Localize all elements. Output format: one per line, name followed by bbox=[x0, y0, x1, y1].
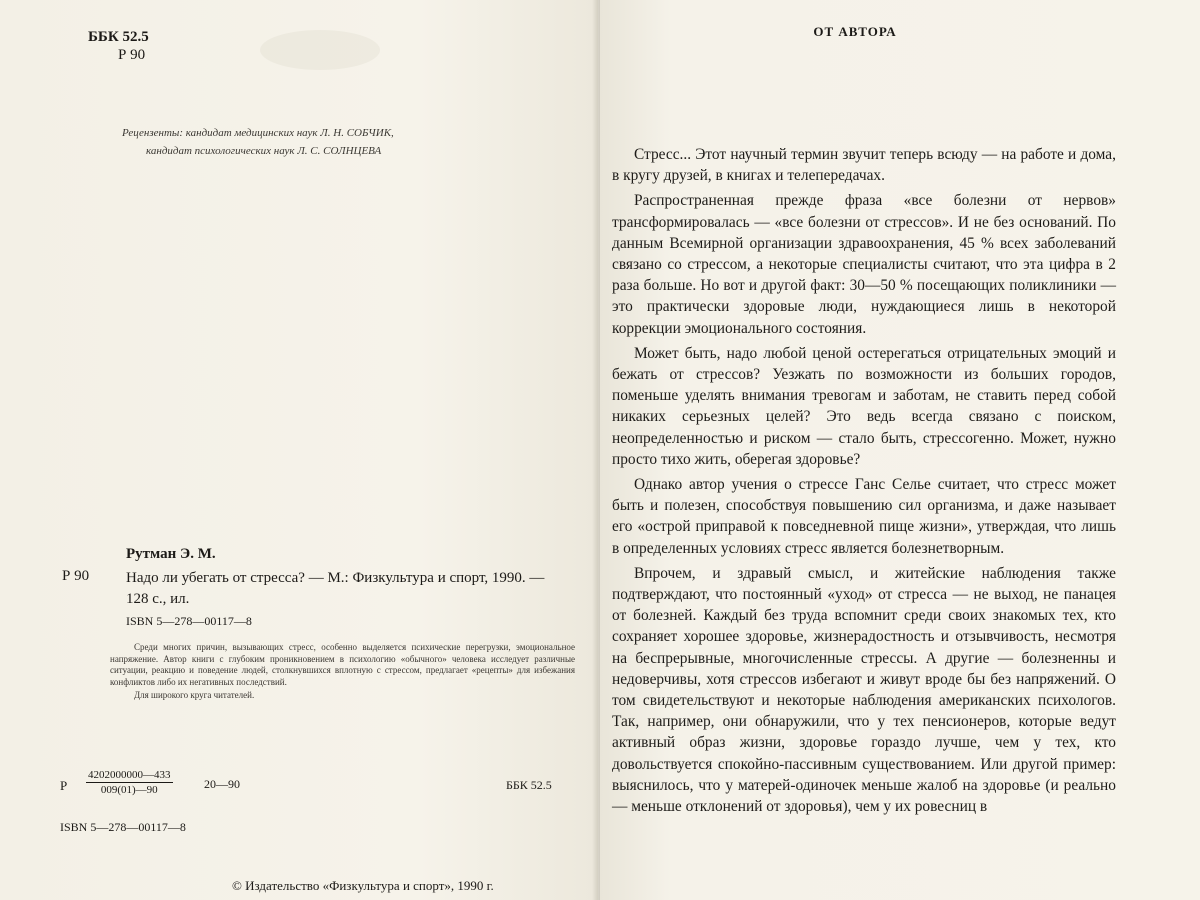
annotation-audience: Для широкого круга читателей. bbox=[134, 690, 255, 701]
annotation-block bbox=[110, 640, 575, 702]
paragraph-2: Распространенная прежде фраза «все болезни от нервов» трансформировалась — «все болезни от стрессов». И не без оснований. По данным Всемирной организации здравоохранения, 45 % всех заболеваний связано со стрессом, а некоторые специалисты считают, что эта цифра в 2 раза больше. Но вот и другой факт: 30—50 % посещающих поликлиники — это практически здоровые люди, нуждающиеся лишь в некоторой коррекции эмоционального состояния. bbox=[612, 192, 1116, 337]
page-heading: ОТ АВТОРА bbox=[813, 24, 897, 39]
bbk-bottom: ББК 52.5 bbox=[506, 778, 552, 792]
classification-fraction bbox=[86, 768, 173, 797]
paragraph-1: Стресс... Этот научный термин звучит теперь всюду — на работе и дома, в кругу друзей, в книгах и телепередачах. bbox=[612, 146, 1116, 185]
reviewers-line-1: Рецензенты: кандидат медицинских наук Л. Н. СОБЧИК, bbox=[122, 127, 394, 139]
left-page-imprint bbox=[0, 0, 598, 900]
catalog-index: Р 90 bbox=[118, 47, 146, 63]
paragraph-3: Может быть, надо любой ценой остерегаться отрицательных эмоций и бежать от стрессов? Уезжать по возможности из больших городов, поменьше уделять внимания тревогам и заботам, не ставить перед собой никаких серьезных целей? Это ведь всегда связано с поиском, неопределенностью и риском — стало быть, стрессогенно. Может, нужно просто тихо жить, оберегая здоровье? bbox=[612, 344, 1116, 468]
paragraph-5: Впрочем, и здравый смысл, и житейские наблюдения также подтверждают, что постоянный «уход» от стресса — не выход, не панацея от болезней. Каждый без труда вспомнит среди своих знакомых тех, кто сохраняет хорошее здоровье, жизнерадостность и отзывчивость, несмотря на беспрерывные, многочисленные стрессы. А другие — болезненны и недоверчивы, хотя стрессов избегают и живут вроде бы без напряжений. О том свидетельствуют и некоторые наблюдения американских психологов. Так, например, они обнаружили, что у тех пенсионеров, которые ведут активный образ жизни, здоровье гораздо лучше, чем у тех, кто довольствуется спокойно-пассивным существованием. Или другой пример: выяснилось, что у матерей-одиночек меньше жалоб на здоровье (и реально — меньше отклонений от здоровья), чем у их ровесниц в bbox=[612, 564, 1116, 816]
isbn-short: ISBN 5—278—00117—8 bbox=[126, 614, 252, 628]
reviewers-block bbox=[122, 124, 552, 160]
classification-denominator: 009(01)—90 bbox=[100, 784, 158, 796]
classification-prefix: Р bbox=[60, 778, 68, 793]
annotation-text: Среди многих причин, вызывающих стресс, особенно выделяется психические перегрузки, эмоциональное напряжение. Автор книги с глубоким проникновением в психологию «обычного» человека исследует различные ситуации, реакцию и поведение людей, столкнувшихся вплотную с стрессом, предлагает «рецепты» для избежания конфликтов либо их негативных последствий. bbox=[110, 642, 575, 687]
bbk-code: ББК 52.5 bbox=[88, 29, 149, 45]
paper-stain bbox=[260, 30, 380, 70]
classification-suffix: 20—90 bbox=[204, 777, 240, 791]
paragraph-4: Однако автор учения о стрессе Ганс Селье считает, что стресс может быть и полезен, способствуя повышению сил организма, и даже называет его «острой приправой к повседневной пище жизни», утверждая, что лишь в определенных условиях стресс является болезнетворным. bbox=[612, 476, 1116, 557]
classification-numerator: 4202000000—433 bbox=[88, 769, 171, 781]
isbn-full: ISBN 5—278—00117—8 bbox=[60, 820, 186, 834]
reviewers-line-2: кандидат психологических наук Л. С. СОЛНЦЕВА bbox=[146, 145, 382, 157]
bbk-classification bbox=[88, 28, 149, 64]
copyright-line: © Издательство «Физкультура и спорт», 1990 г. bbox=[232, 878, 494, 893]
bibliographic-entry: Надо ли убегать от стресса? — М.: Физкультура и спорт, 1990. — 128 с., ил. bbox=[126, 570, 545, 607]
foreword-text bbox=[612, 144, 1116, 817]
catalog-code: Р 90 bbox=[62, 568, 90, 584]
author-name: Рутман Э. М. bbox=[126, 546, 216, 562]
